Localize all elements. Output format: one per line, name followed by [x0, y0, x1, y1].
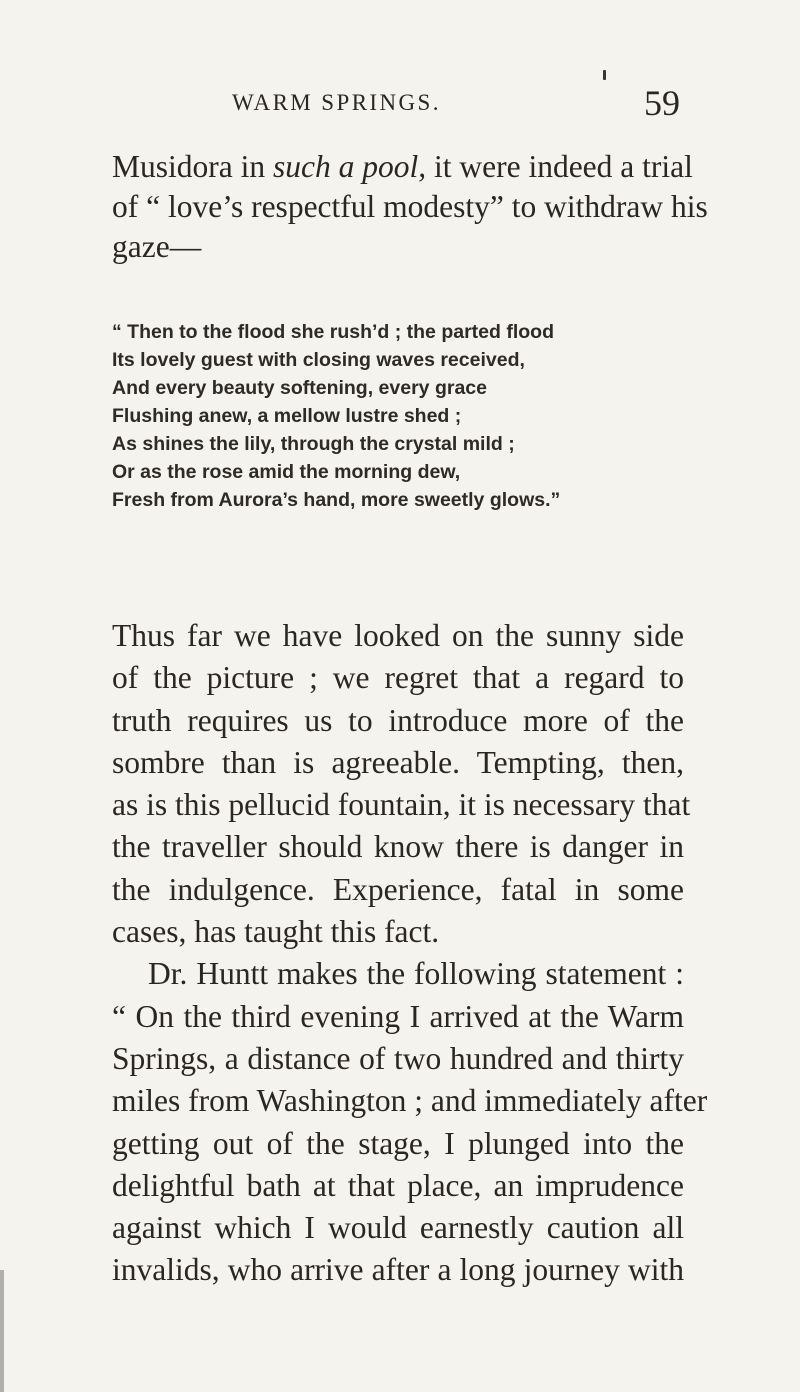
- body-text: [112, 615, 708, 1292]
- body-line: Dr. Huntt makes the following statement :: [148, 956, 684, 992]
- body-line: Springs, a distance of two hundred and thirty: [112, 1040, 684, 1076]
- intro-line: of “ love’s respectful modesty” to withdraw his: [112, 189, 708, 224]
- page-number: 59: [644, 83, 680, 123]
- running-title: WARM SPRINGS.: [232, 90, 441, 115]
- running-head: [0, 83, 800, 126]
- body-line: the indulgence. Experience, fatal in some: [112, 871, 684, 907]
- body-line: miles from Washington ; and immediately after: [112, 1083, 708, 1119]
- body-line: “ On the third evening I arrived at the Warm: [112, 998, 684, 1034]
- body-line: delightful bath at that place, an imprudence: [112, 1167, 684, 1203]
- ink-speck: [603, 70, 606, 80]
- body-line: against which I would earnestly caution all: [112, 1210, 684, 1246]
- body-line: sombre than is agreeable. Tempting, then,: [112, 744, 684, 780]
- verse-line: Fresh from Aurora’s hand, more sweetly glows.”: [112, 489, 561, 511]
- body-line: as is this pellucid fountain, it is necessary that: [112, 787, 691, 823]
- body-line: of the picture ; we regret that a regard to: [112, 660, 684, 696]
- verse-line: Or as the rose amid the morning dew,: [112, 461, 461, 483]
- verse-quotation: [112, 318, 632, 514]
- page-edge-shadow: [0, 1270, 4, 1392]
- verse-line: Flushing anew, a mellow lustre shed ;: [112, 405, 462, 427]
- body-line: cases, has taught this fact.: [112, 914, 440, 950]
- verse-line: “ Then to the flood she rush’d ; the parted flood: [112, 321, 554, 343]
- body-line: the traveller should know there is danger in: [112, 829, 684, 865]
- body-line: Thus far we have looked on the sunny side: [112, 618, 684, 653]
- verse-line: And every beauty softening, every grace: [112, 377, 487, 399]
- body-line: invalids, who arrive after a long journey with: [112, 1252, 684, 1288]
- verse-line: Its lovely guest with closing waves received,: [112, 349, 525, 371]
- intro-line: Musidora in such a pool, it were indeed a trial: [112, 149, 693, 184]
- intro-italic-phrase: such a pool,: [273, 149, 427, 184]
- verse-line: As shines the lily, through the crystal mild ;: [112, 433, 515, 455]
- intro-line: gaze—: [112, 229, 202, 264]
- intro-paragraph: [112, 147, 708, 267]
- body-line: getting out of the stage, I plunged into the: [112, 1125, 684, 1161]
- body-line: truth requires us to introduce more of the: [112, 702, 684, 738]
